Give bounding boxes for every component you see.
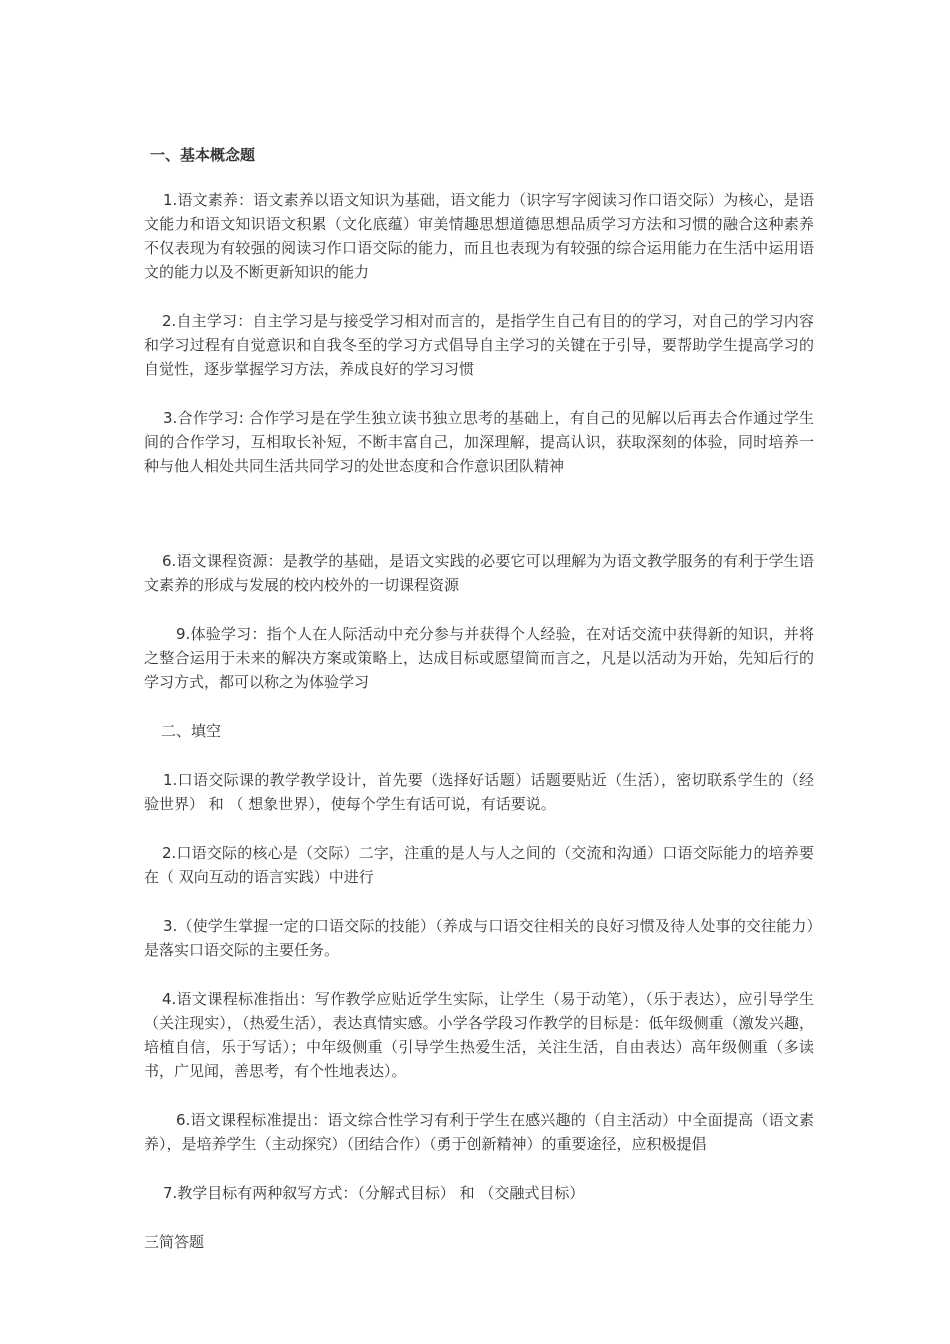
document-page (144, 143, 814, 1254)
fill-item-3: 3.（使学生掌握一定的口语交际的技能）（养成与口语交往相关的良好习惯及待人处事的交往能力）是落实口语交际的主要任务。 (144, 917, 814, 959)
section-2-title: 二、填空 (161, 722, 222, 740)
fill-item-4: 4.语文课程标准指出：写作教学应贴近学生实际，让学生（易于动笔），（乐于表达），应引导学生（关注现实），（热爱生活），表达真情实感。小学各学段习作教学的目标是：低年级侧重（激发兴趣，培植自信，乐于写话）；中年级侧重（引导学生热爱生活，关注生活，自由表达）高年级侧重（多读书，广见闻，善思考，有个性地表达）。 (144, 990, 814, 1080)
definition-item-2: 2.自主学习：自主学习是与接受学习相对而言的，是指学生自己有目的的学习，对自己的学习内容和学习过程有自觉意识和自我冬至的学习方式倡导自主学习的关键在于引导，要帮助学生提高学习的自觉性，逐步掌握学习方法，养成良好的学习习惯 (144, 312, 814, 378)
fill-item-7: 7.教学目标有两种叙写方式：（分解式目标） 和 （交融式目标） (163, 1184, 585, 1202)
section-1-title: 一、基本概念题 (150, 146, 256, 164)
fill-item-6: 6.语文课程标准提出：语文综合性学习有利于学生在感兴趣的（自主活动）中全面提高（语文素养），是培养学生（主动探究）（团结合作）（勇于创新精神）的重要途径，应积极提倡 (144, 1111, 814, 1153)
definition-item-3: 3.合作学习: 合作学习是在学生独立读书独立思考的基础上，有自己的见解以后再去合作通过学生间的合作学习，互相取长补短，不断丰富自己，加深理解，提高认识，获取深刻的体验，同时培养一种与他人相处共同生活共同学习的处世态度和合作意识团队精神 (144, 409, 814, 475)
definition-item-9: 9.体验学习：指个人在人际活动中充分参与并获得个人经验，在对话交流中获得新的知识，并将之整合运用于未来的解决方案或策略上，达成目标或愿望简而言之，凡是以活动为开始，先知后行的学习方式，都可以称之为体验学习 (144, 625, 814, 691)
definition-item-6: 6.语文课程资源：是教学的基础，是语文实践的必要它可以理解为为语文教学服务的有利于学生语文素养的形成与发展的校内校外的一切课程资源 (144, 552, 814, 594)
definition-item-1: 1.语文素养：语文素养以语文知识为基础，语文能力（识字写字阅读习作口语交际）为核心，是语文能力和语文知识语文积累（文化底蕴）审美情趣思想道德思想品质学习方法和习惯的融合这种素养不仅表现为有较强的阅读习作口语交际的能力，而且也表现为有较强的综合运用能力在生活中运用语文的能力以及不断更新知识的能力 (144, 191, 814, 281)
fill-item-2: 2.口语交际的核心是（交际）二字，注重的是人与人之间的（交流和沟通）口语交际能力的培养要在（ 双向互动的语言实践）中进行 (144, 844, 814, 886)
section-3-title: 三简答题 (144, 1233, 205, 1251)
fill-item-1: 1.口语交际课的教学教学设计，首先要（选择好话题）话题要贴近（生活），密切联系学生的（经验世界） 和 （ 想象世界），使每个学生有话可说，有话要说。 (144, 771, 814, 813)
